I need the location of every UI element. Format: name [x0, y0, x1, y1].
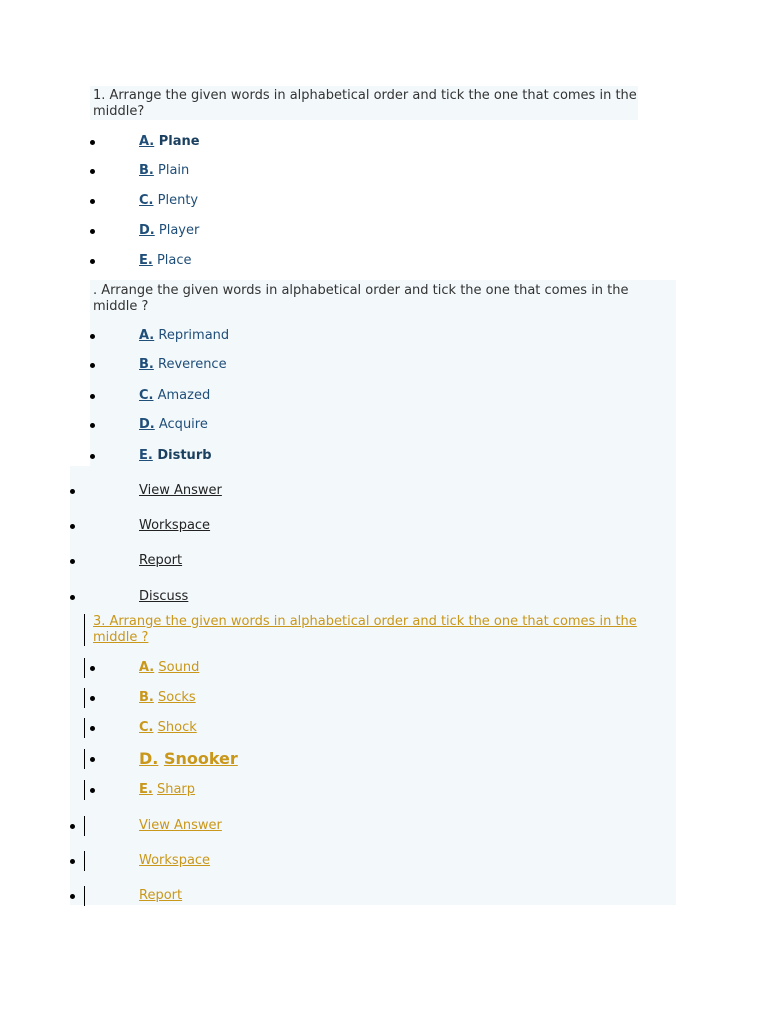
- selection-bar: [84, 816, 85, 836]
- option-a[interactable]: A. Sound: [139, 660, 200, 675]
- bullet: [90, 334, 95, 339]
- report-link[interactable]: Report: [139, 553, 183, 568]
- bullet: [70, 559, 75, 564]
- bullet: [90, 757, 95, 762]
- option-c[interactable]: C. Shock: [139, 720, 197, 735]
- bullet: [90, 169, 95, 174]
- bullet: [70, 489, 75, 494]
- list-item[interactable]: [0, 415, 768, 435]
- list-item[interactable]: [0, 326, 768, 346]
- list-item[interactable]: [0, 386, 768, 406]
- bullet: [90, 140, 95, 145]
- bullet: [70, 824, 75, 829]
- list-item[interactable]: [0, 481, 768, 501]
- question-2-text: . Arrange the given words in alphabetical order and tick the one that comes in the middle ?: [93, 283, 629, 314]
- list-item[interactable]: [0, 355, 768, 375]
- workspace-link[interactable]: Workspace: [139, 853, 211, 868]
- selection-bar: [84, 851, 85, 871]
- option-d[interactable]: D. Acquire: [139, 417, 208, 432]
- report-link[interactable]: Report: [139, 888, 183, 903]
- bullet: [70, 859, 75, 864]
- list-item[interactable]: [0, 816, 768, 836]
- bullet: [90, 394, 95, 399]
- question-1-text: 1. Arrange the given words in alphabetical order and tick the one that comes in the middle?: [93, 88, 637, 119]
- selection-bar: [84, 886, 85, 906]
- bullet: [90, 788, 95, 793]
- list-item[interactable]: [0, 251, 768, 271]
- selection-bar: [84, 688, 85, 708]
- list-item[interactable]: [0, 688, 768, 708]
- list-item[interactable]: [0, 718, 768, 738]
- selection-bar: [84, 780, 85, 800]
- list-item[interactable]: [0, 851, 768, 871]
- bullet: [90, 666, 95, 671]
- list-item[interactable]: [0, 780, 768, 800]
- option-e[interactable]: E. Disturb: [139, 448, 212, 463]
- bullet: [90, 454, 95, 459]
- selection-bar: [84, 614, 85, 646]
- bullet: [90, 423, 95, 428]
- option-a[interactable]: A. Plane: [139, 134, 200, 149]
- bullet: [70, 894, 75, 899]
- question-3-text[interactable]: 3. Arrange the given words in alphabetical order and tick the one that comes in the middle ?: [93, 614, 637, 645]
- option-c[interactable]: C. Plenty: [139, 193, 199, 208]
- list-item[interactable]: [0, 886, 768, 906]
- bullet: [90, 199, 95, 204]
- bullet: [90, 259, 95, 264]
- list-item[interactable]: [0, 221, 768, 241]
- option-c[interactable]: C. Amazed: [139, 388, 211, 403]
- view-answer-link[interactable]: View Answer: [139, 483, 222, 498]
- option-b[interactable]: B. Socks: [139, 690, 196, 705]
- list-item[interactable]: [0, 446, 768, 466]
- list-item[interactable]: [0, 132, 768, 152]
- workspace-link[interactable]: Workspace: [139, 518, 211, 533]
- bullet: [70, 524, 75, 529]
- list-item[interactable]: [0, 161, 768, 181]
- selection-bar: [84, 749, 85, 769]
- bullet: [90, 696, 95, 701]
- bullet: [90, 229, 95, 234]
- selection-bar: [84, 718, 85, 738]
- list-item[interactable]: [0, 516, 768, 536]
- list-item[interactable]: [0, 749, 768, 769]
- bullet: [70, 595, 75, 600]
- bullet: [90, 726, 95, 731]
- option-e[interactable]: E. Sharp: [139, 782, 196, 797]
- view-answer-link[interactable]: View Answer: [139, 818, 222, 833]
- list-item[interactable]: [0, 658, 768, 678]
- list-item[interactable]: [0, 587, 768, 607]
- list-item[interactable]: [0, 191, 768, 211]
- option-b[interactable]: B. Reverence: [139, 357, 227, 372]
- bullet: [90, 363, 95, 368]
- option-e[interactable]: E. Place: [139, 253, 192, 268]
- option-a[interactable]: A. Reprimand: [139, 328, 230, 343]
- option-d[interactable]: D. Player: [139, 223, 200, 238]
- list-item[interactable]: [0, 551, 768, 571]
- option-b[interactable]: B. Plain: [139, 163, 190, 178]
- selection-bar: [84, 658, 85, 678]
- option-d[interactable]: D. Snooker: [139, 749, 238, 768]
- discuss-link[interactable]: Discuss: [139, 589, 189, 604]
